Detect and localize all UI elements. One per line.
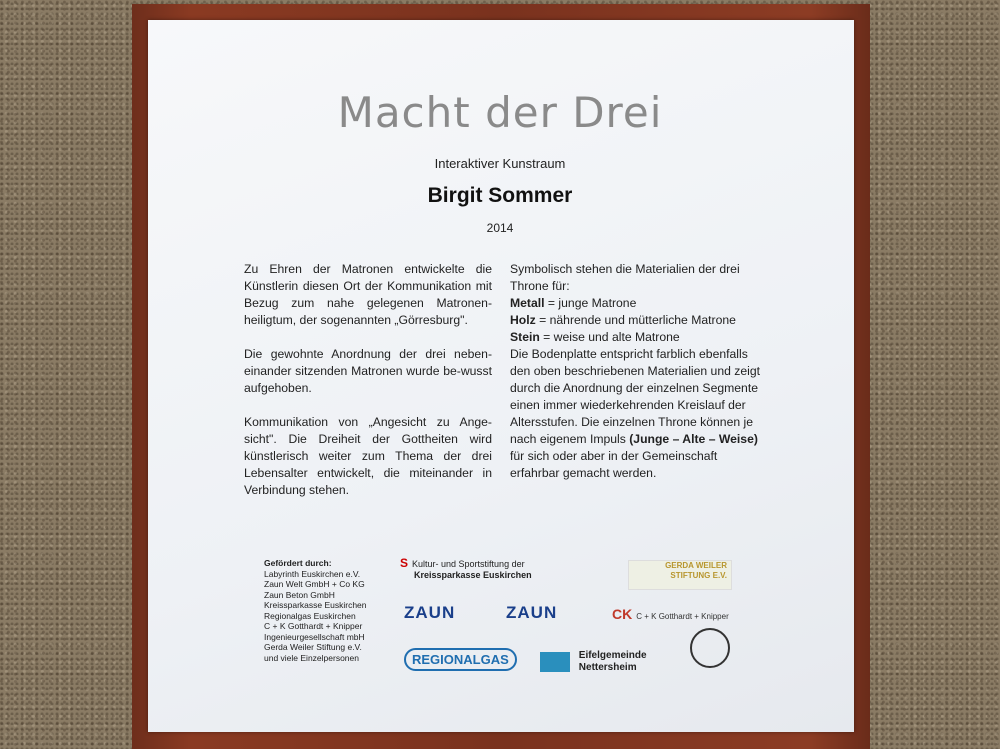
sponsor-list — [264, 558, 367, 663]
sponsor-item: Regionalgas Euskirchen — [264, 610, 356, 621]
sponsor-item: C + K Gotthardt + Knipper — [264, 621, 363, 631]
sponsor-item: Gerda Weiler Stiftung e.V. — [264, 642, 362, 652]
sponsor-item: Kreissparkasse Euskirchen — [264, 600, 367, 610]
sponsor-heading: Gefördert durch: — [264, 558, 332, 568]
right-body: Die Bodenplatte entspricht farblich ebenfalls den oben beschriebenen Materialien und zeigt durch die Anordnung der einzelnen Segmente einen immer wiederkehrenden Kreislauf der Altersstufen. Die einzelnen Throne können je nach eigenem Impuls (Junge – Alte – Weise) für sich oder aber in der Gemeinschaft erfahrbar gemacht werden. — [510, 347, 761, 480]
left-text-column — [244, 261, 492, 516]
material-stein: Stein = weise und alte Matrone — [510, 330, 680, 344]
zaun-beton-logo: ZAUN — [506, 603, 558, 622]
labyrinth-logo-icon — [690, 628, 730, 668]
sponsor-item: Zaun Welt GmbH + Co KG — [264, 579, 365, 589]
year: 2014 — [486, 221, 514, 235]
zaun-welt-logo: ZAUN — [404, 603, 456, 622]
nettersheim-emblem-icon — [540, 652, 570, 672]
sponsor-item: Ingenieurgesellschaft mbH — [264, 631, 365, 642]
plaque-subtitle: Interaktiver Kunstraum — [434, 156, 566, 171]
regionalgas-logo: REGIONALGAS — [404, 648, 517, 671]
right-text-column — [510, 261, 766, 482]
left-paragraph: Kommunikation von „Angesicht zu Ange-sicht". Die Dreiheit der Gottheiten wird künstlerisch weiter zum Thema der drei Lebensalter entwickelt, die miteinander in Verbindung stehen. — [244, 415, 492, 497]
nettersheim-logo: Eifelgemeinde Nettersheim — [540, 650, 647, 674]
material-metall: Metall = junge Matrone — [510, 296, 637, 310]
left-paragraph: Die gewohnte Anordnung der drei neben-einander sitzenden Matronen wurde be-wusst aufgehoben. — [244, 347, 492, 395]
ck-logo: CK C + K Gotthardt + Knipper — [612, 606, 729, 622]
right-intro: Symbolisch stehen die Materialien der drei Throne für: — [510, 262, 740, 293]
sponsor-item: und viele Einzelpersonen — [264, 652, 359, 663]
material-holz: Holz = nährende und mütterliche Matrone — [510, 313, 736, 327]
gerda-weiler-logo: GERDA WEILER STIFTUNG E.V. — [628, 560, 732, 590]
artist-name: Birgit Sommer — [427, 184, 573, 207]
left-paragraph: Zu Ehren der Matronen entwickelte die Künstlerin diesen Ort der Kommunikation mit Bezug zum nahe gelegenen Matronen-heiligtum, der sogenannten „Görresburg". — [244, 262, 492, 327]
kreissparkasse-logo: S Kultur- und Sportstiftung der Kreissparkasse Euskirchen — [400, 556, 532, 580]
plaque-title: Macht der Drei — [337, 88, 663, 137]
sponsor-item: Zaun Beton GmbH — [264, 589, 335, 600]
sponsor-item: Labyrinth Euskirchen e.V. — [264, 568, 361, 579]
